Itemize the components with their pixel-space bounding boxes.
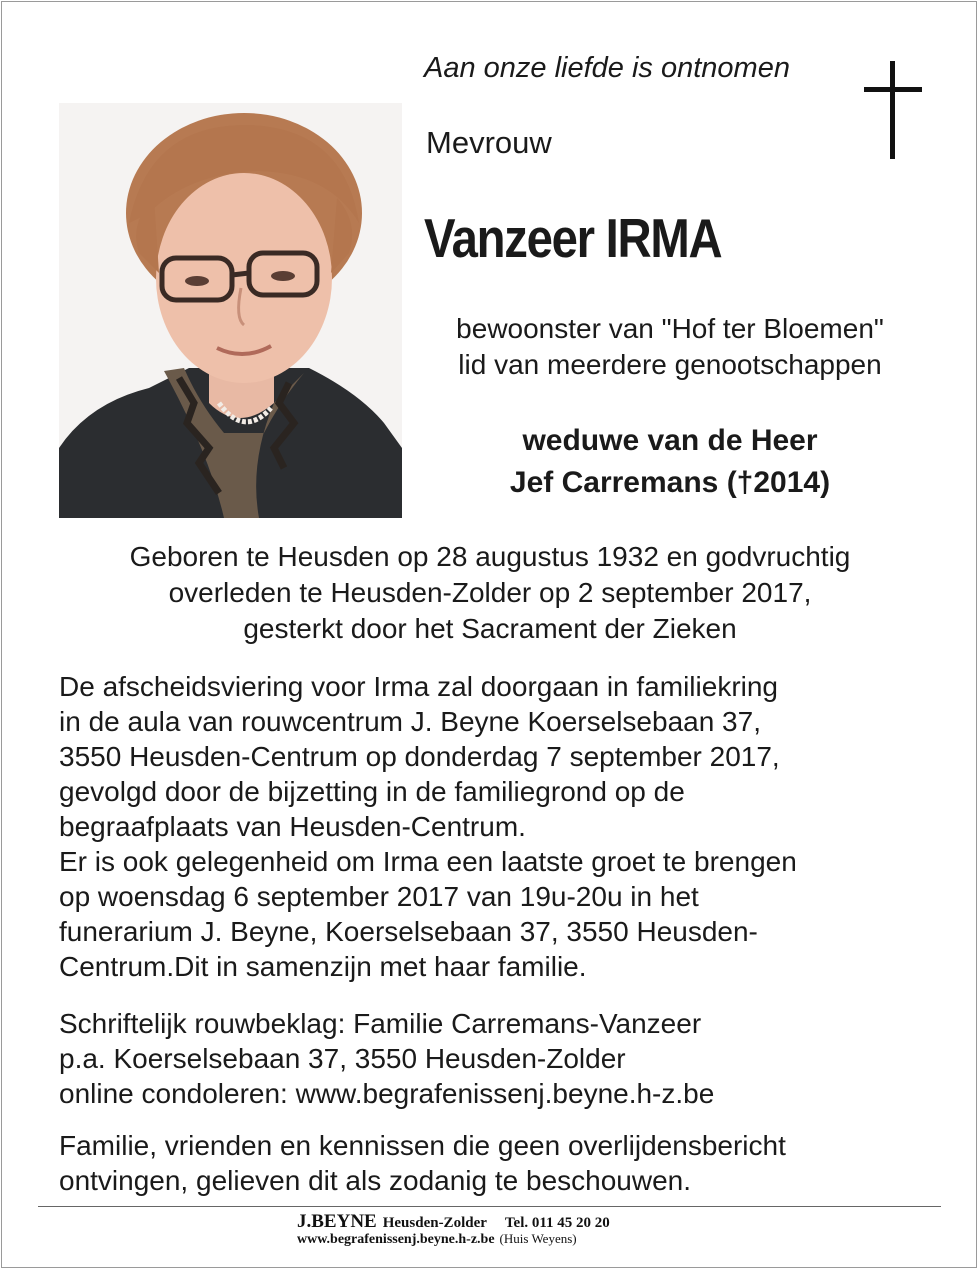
ceremony-line: funerarium J. Beyne, Koerselsebaan 37, 3550 Heusden-: [59, 916, 758, 947]
condolence-line: p.a. Koerselsebaan 37, 3550 Heusden-Zolder: [59, 1043, 626, 1074]
birth-death-line: Geboren te Heusden op 28 augustus 1932 en godvruchtig: [129, 541, 851, 572]
ceremony-paragraph: [59, 669, 797, 984]
portrait-photo: [59, 103, 402, 518]
widow-line: Jef Carremans (†2014): [509, 466, 831, 499]
ceremony-line: Centrum.Dit in samenzijn met haar familie.: [59, 951, 587, 982]
cross-icon: [864, 61, 922, 159]
residence-line: bewoonster van "Hof ter Bloemen": [456, 313, 884, 344]
footer-divider: [38, 1206, 941, 1207]
closing-paragraph: [59, 1128, 786, 1198]
ceremony-line: op woensdag 6 september 2017 van 19u-20u in het: [59, 881, 699, 912]
funeral-home-house: (Huis Weyens): [499, 1231, 577, 1246]
residence-block: [416, 311, 924, 383]
widow-line: weduwe van de Heer: [522, 424, 818, 457]
footer-line-2: [297, 1230, 577, 1248]
funeral-home-town: Heusden-Zolder: [382, 1215, 487, 1231]
ceremony-line: gevolgd door de bijzetting in de familiegrond op de: [59, 776, 685, 807]
closing-line: ontvingen, gelieven dit als zodanig te beschouwen.: [59, 1165, 691, 1196]
widow-block: [416, 420, 924, 504]
deceased-name: Vanzeer IRMA: [424, 207, 722, 269]
funeral-home-phone: Tel. 011 45 20 20: [504, 1215, 610, 1231]
ceremony-line: begraafplaats van Heusden-Centrum.: [59, 811, 526, 842]
birth-death-block: [40, 539, 940, 647]
ceremony-line: De afscheidsviering voor Irma zal doorgaan in familiekring: [59, 671, 779, 702]
funeral-home-website: www.begrafenissenj.beyne.h-z.be: [297, 1232, 495, 1247]
condolence-paragraph: [59, 1006, 714, 1111]
ceremony-line: 3550 Heusden-Centrum op donderdag 7 september 2017,: [59, 741, 780, 772]
intro-line: Aan onze liefde is ontnomen: [424, 52, 790, 84]
condolence-line: online condoleren: www.begrafenissenj.beyne.h-z.be: [59, 1078, 715, 1109]
ceremony-line: Er is ook gelegenheid om Irma een laatste groet te brengen: [59, 846, 797, 877]
title-prefix: Mevrouw: [426, 125, 552, 160]
birth-death-line: gesterkt door het Sacrament der Zieken: [243, 613, 737, 644]
ceremony-line: in de aula van rouwcentrum J. Beyne Koerselsebaan 37,: [59, 706, 761, 737]
condolence-line: Schriftelijk rouwbeklag: Familie Carremans-Vanzeer: [59, 1008, 702, 1039]
birth-death-line: overleden te Heusden-Zolder op 2 september 2017,: [168, 577, 812, 608]
funeral-home-brand: J.BEYNE: [297, 1211, 377, 1232]
closing-line: Familie, vrienden en kennissen die geen overlijdensbericht: [59, 1130, 786, 1161]
residence-line: lid van meerdere genootschappen: [458, 349, 882, 380]
